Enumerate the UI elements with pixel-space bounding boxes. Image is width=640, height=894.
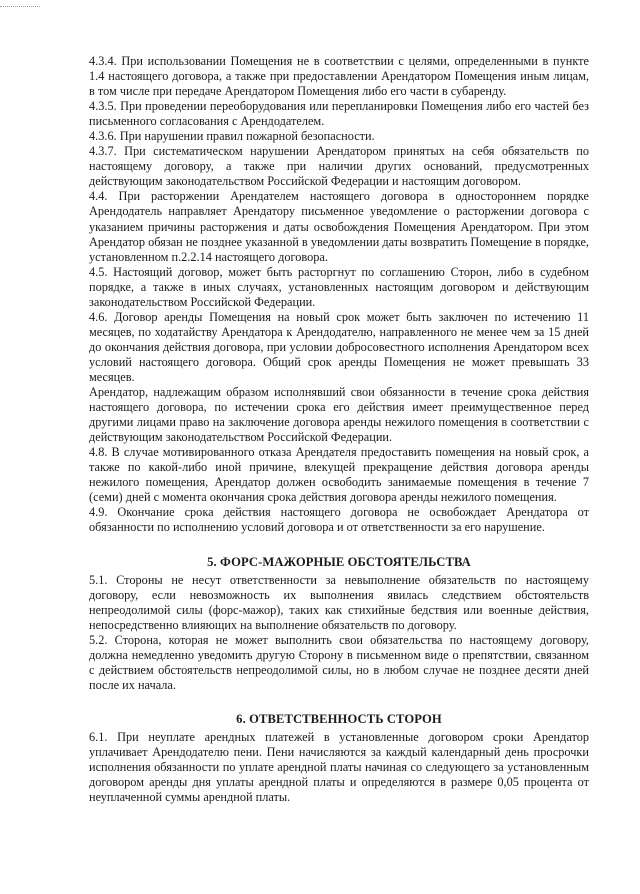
scan-edge-mark: [0, 6, 40, 7]
clause-4-9: 4.9. Окончание срока действия настоящего договора не освобождает Арендатора от обязанности по исполнению условий договора и от ответственности за его нарушение.: [89, 505, 589, 535]
section-6-heading: 6. ОТВЕТСТВЕННОСТЬ СТОРОН: [236, 711, 442, 726]
clause-6-1: 6.1. При неуплате арендных платежей в установленные договором сроки Арендатор уплачивает Арендодателю пени. Пени начисляются за каждый календарный день просрочки исполнения обязанности по уплате арендной платы начиная со следующего за установленным договором аренды дня уплаты арендной платы и определяются в размере 0,05 процента от неуплаченной суммы арендной платы.: [89, 729, 589, 805]
clause-4-4: 4.4. При расторжении Арендателем настоящего договора в одностороннем порядке Арендодатель направляет Арендатору письменное уведомление о расторжении договора с указанием причины расторжения и даты освобождения Помещения Арендатором. При этом Арендатор обязан не позднее указанной в уведомлении даты возвратить Помещение в порядке, установленном п.2.2.14 настоящего договора.: [89, 189, 589, 264]
clause-4-8: 4.8. В случае мотивированного отказа Арендателя предоставить помещения на новый срок, а также по какой-либо иной причине, влекущей прекращение действия договора аренды нежилого помещения, Арендатор должен освободить занимаемые помещения в течение 7 (семи) дней с момента окончания срока действия договора аренды нежилого помещения.: [89, 445, 589, 505]
clause-5-2: 5.2. Сторона, которая не может выполнить свои обязательства по настоящему договору, должна немедленно уведомить другую Сторону в письменном виде о препятствии, связанном с действием обстоятельств непреодолимой силы, но в любом случае не позднее десяти дней после их начала.: [89, 632, 589, 692]
document-page: [89, 54, 589, 805]
clause-4-3-5: 4.3.5. При проведении переоборудования или перепланировки Помещения либо его частей без письменного согласования с Арендодателем.: [89, 99, 589, 129]
section-5-heading: 5. ФОРС-МАЖОРНЫЕ ОБСТОЯТЕЛЬСТВА: [207, 554, 471, 569]
clause-5-1: 5.1. Стороны не несут ответственности за невыполнение обязательств по настоящему договору, если невозможность их выполнения явилась следствием обстоятельств непреодолимой силы (форс-мажор), таких как стихийные бедствия или военные действия, непосредственно влияющих на выполнение обязательств по договору.: [89, 572, 589, 632]
clause-4-3-7: 4.3.7. При систематическом нарушении Арендатором принятых на себя обязательств по настоящему договору, а также при наличии других оснований, предусмотренных действующим законодательством Российской Федерации и настоящим договором.: [89, 144, 589, 189]
clause-4-6: 4.6. Договор аренды Помещения на новый срок может быть заключен по истечению 11 месяцев, по ходатайству Арендатора к Арендодателю, направленного не менее чем за 15 дней до окончания действия договора, при условии добросовестного исполнения Арендатором всех условий настоящего договора. Общий срок аренды Помещения не может превышать 33 месяцев.: [89, 309, 589, 384]
clause-4-6-continued: Арендатор, надлежащим образом исполнявший свои обязанности в течение срока действия настоящего договора, по истечении срока его действия имеет преимущественное перед другими лицами право на заключение договора аренды нежилого помещения в соответствии с действующим законодательством Российской Федерации.: [89, 385, 589, 445]
clause-4-3-6: 4.3.6. При нарушении правил пожарной безопасности.: [89, 129, 375, 144]
clause-4-3-4: 4.3.4. При использовании Помещения не в соответствии с целями, определенными в пункте 1.4 настоящего договора, а также при предоставлении Арендатором Помещения иным лицам, в том числе при передаче Арендатором Помещения либо его части в субаренду.: [89, 54, 589, 99]
clause-4-5: 4.5. Настоящий договор, может быть расторгнут по соглашению Сторон, либо в судебном порядке, а также в иных случаях, установленных настоящим договором и действующим законодательством Российской Федерации.: [89, 264, 589, 309]
